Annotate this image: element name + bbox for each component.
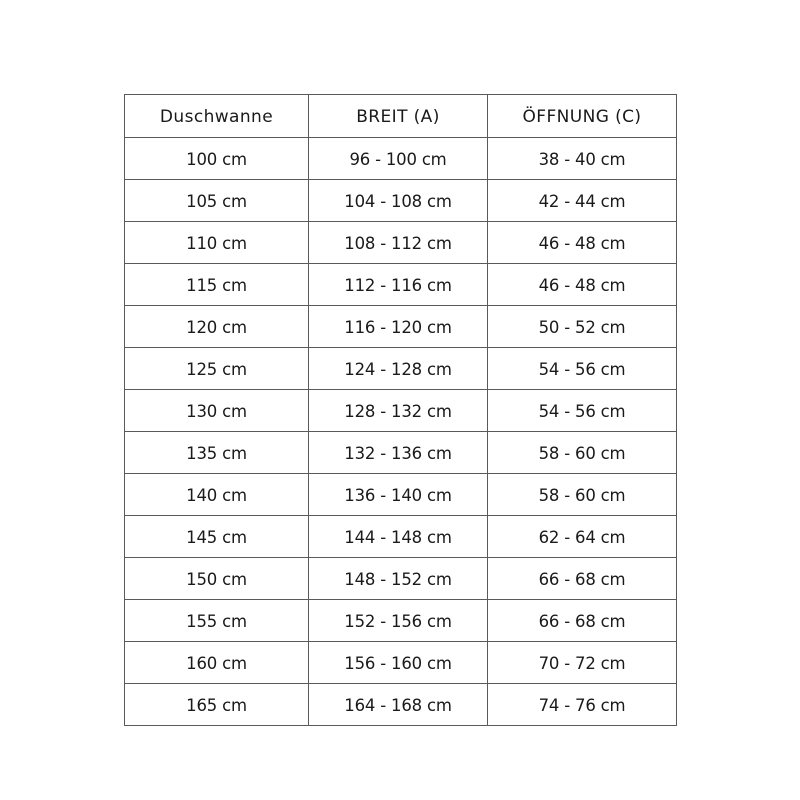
cell-breit: 104 - 108 cm bbox=[309, 180, 488, 222]
cell-breit: 156 - 160 cm bbox=[309, 642, 488, 684]
header-row bbox=[125, 95, 677, 138]
cell-oeffnung: 74 - 76 cm bbox=[488, 684, 677, 726]
cell-duschwanne: 165 cm bbox=[125, 684, 309, 726]
table-row bbox=[125, 222, 677, 264]
cell-breit: 96 - 100 cm bbox=[309, 138, 488, 180]
cell-oeffnung: 66 - 68 cm bbox=[488, 600, 677, 642]
cell-duschwanne: 155 cm bbox=[125, 600, 309, 642]
table-row bbox=[125, 684, 677, 726]
cell-oeffnung: 58 - 60 cm bbox=[488, 432, 677, 474]
cell-duschwanne: 145 cm bbox=[125, 516, 309, 558]
cell-duschwanne: 135 cm bbox=[125, 432, 309, 474]
cell-duschwanne: 105 cm bbox=[125, 180, 309, 222]
cell-breit: 164 - 168 cm bbox=[309, 684, 488, 726]
cell-duschwanne: 120 cm bbox=[125, 306, 309, 348]
table-row bbox=[125, 432, 677, 474]
table-row bbox=[125, 600, 677, 642]
cell-oeffnung: 50 - 52 cm bbox=[488, 306, 677, 348]
cell-oeffnung: 46 - 48 cm bbox=[488, 222, 677, 264]
cell-duschwanne: 115 cm bbox=[125, 264, 309, 306]
cell-breit: 124 - 128 cm bbox=[309, 348, 488, 390]
cell-breit: 136 - 140 cm bbox=[309, 474, 488, 516]
cell-breit: 132 - 136 cm bbox=[309, 432, 488, 474]
cell-oeffnung: 62 - 64 cm bbox=[488, 516, 677, 558]
cell-duschwanne: 110 cm bbox=[125, 222, 309, 264]
table-body bbox=[125, 138, 677, 726]
cell-duschwanne: 130 cm bbox=[125, 390, 309, 432]
cell-duschwanne: 150 cm bbox=[125, 558, 309, 600]
cell-oeffnung: 38 - 40 cm bbox=[488, 138, 677, 180]
cell-oeffnung: 66 - 68 cm bbox=[488, 558, 677, 600]
cell-oeffnung: 54 - 56 cm bbox=[488, 348, 677, 390]
cell-oeffnung: 70 - 72 cm bbox=[488, 642, 677, 684]
cell-breit: 152 - 156 cm bbox=[309, 600, 488, 642]
table-row bbox=[125, 390, 677, 432]
table-row bbox=[125, 558, 677, 600]
cell-breit: 148 - 152 cm bbox=[309, 558, 488, 600]
cell-breit: 112 - 116 cm bbox=[309, 264, 488, 306]
cell-oeffnung: 42 - 44 cm bbox=[488, 180, 677, 222]
table-row bbox=[125, 474, 677, 516]
cell-oeffnung: 46 - 48 cm bbox=[488, 264, 677, 306]
cell-duschwanne: 140 cm bbox=[125, 474, 309, 516]
table-row bbox=[125, 306, 677, 348]
table-row bbox=[125, 642, 677, 684]
header-breit: BREIT (A) bbox=[309, 95, 488, 138]
table-row bbox=[125, 180, 677, 222]
cell-breit: 116 - 120 cm bbox=[309, 306, 488, 348]
header-duschwanne: Duschwanne bbox=[125, 95, 309, 138]
cell-duschwanne: 160 cm bbox=[125, 642, 309, 684]
table-row bbox=[125, 138, 677, 180]
size-table bbox=[124, 94, 677, 726]
header-oeffnung: ÖFFNUNG (C) bbox=[488, 95, 677, 138]
cell-breit: 128 - 132 cm bbox=[309, 390, 488, 432]
cell-oeffnung: 54 - 56 cm bbox=[488, 390, 677, 432]
table-header bbox=[125, 95, 677, 138]
cell-duschwanne: 100 cm bbox=[125, 138, 309, 180]
table-row bbox=[125, 348, 677, 390]
table-row bbox=[125, 516, 677, 558]
cell-breit: 144 - 148 cm bbox=[309, 516, 488, 558]
table-row bbox=[125, 264, 677, 306]
cell-duschwanne: 125 cm bbox=[125, 348, 309, 390]
cell-breit: 108 - 112 cm bbox=[309, 222, 488, 264]
cell-oeffnung: 58 - 60 cm bbox=[488, 474, 677, 516]
